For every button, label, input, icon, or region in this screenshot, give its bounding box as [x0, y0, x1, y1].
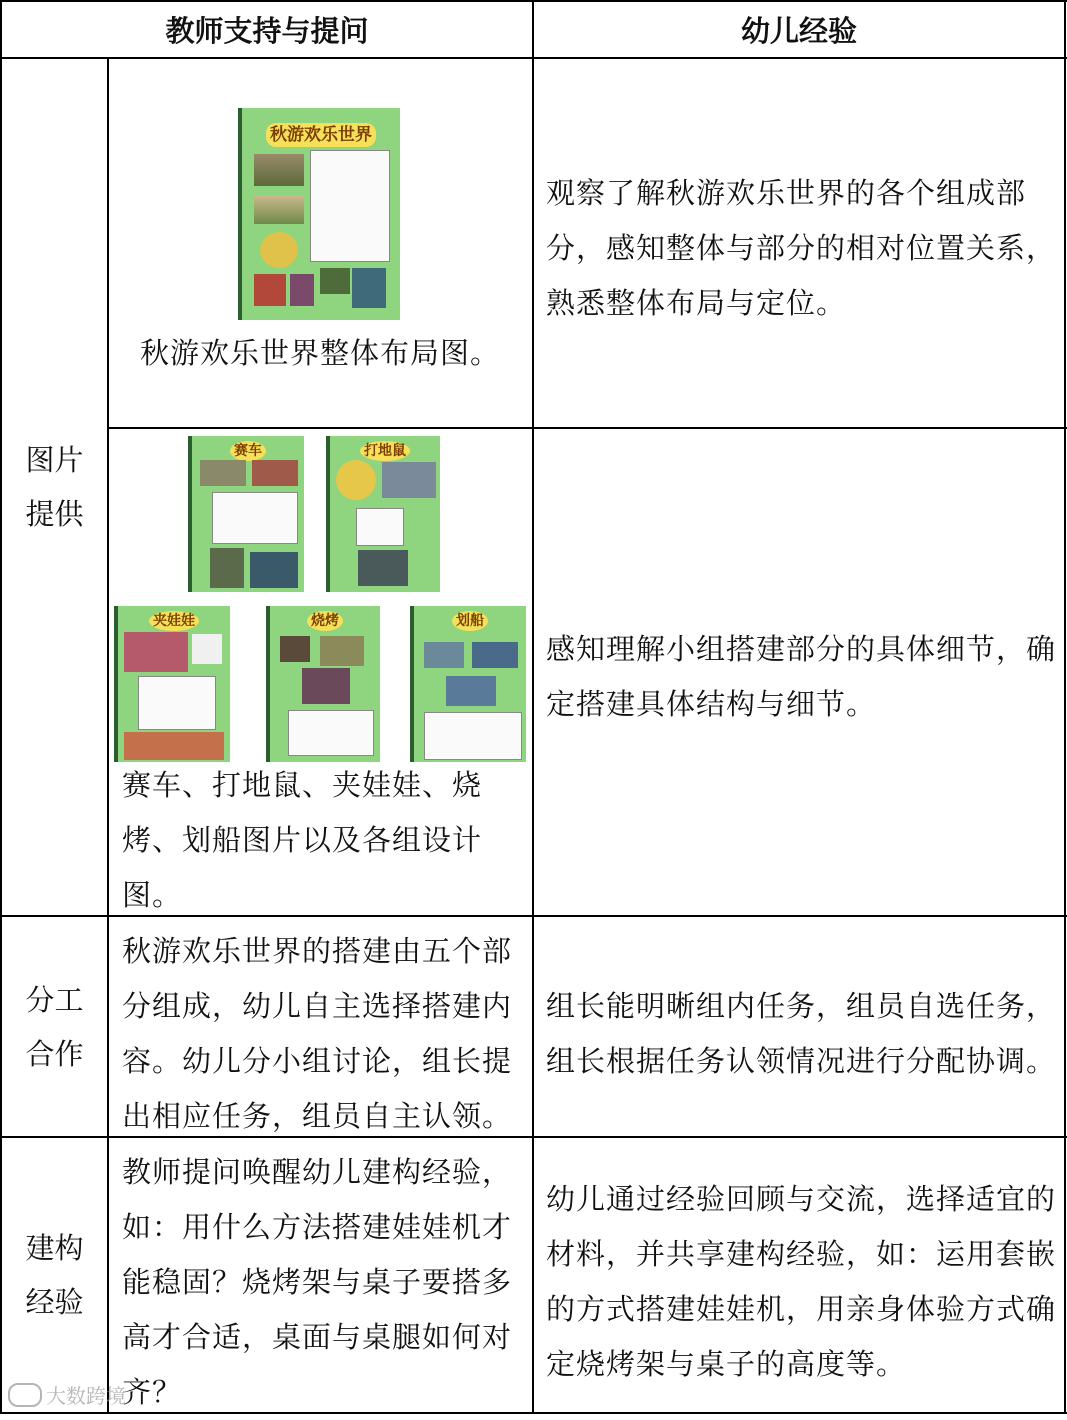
layout-sketch — [310, 150, 390, 262]
construction-experience-text: 幼儿通过经验回顾与交流，选择适宜的材料，并共享建构经验，如：运用套嵌的方式搭建娃娃机，用亲身体验方式确定烧烤架与桌子的高度等。 — [546, 1182, 1057, 1381]
row-label-construction-experience: 建构 经验 — [25, 1231, 84, 1319]
board-title: 秋游欢乐世界 — [242, 120, 400, 145]
design-sketch — [424, 712, 522, 760]
division-support-text: 秋游欢乐世界的搭建由五个部分组成，幼儿自主选择搭建内容。幼儿分小组讨论，组长提出相应任务，组员自主认领。 — [122, 934, 513, 1133]
photo-thumbnail — [192, 634, 222, 664]
construction-support-text: 教师提问唤醒幼儿建构经验，如：用什么方法搭建娃娃机才能稳固？烧烤架与桌子要搭多高才合适，桌面与桌腿如何对齐？ — [122, 1155, 513, 1409]
photo-thumbnail — [336, 460, 376, 500]
design-sketch — [356, 508, 404, 546]
photo-thumbnail — [254, 154, 304, 186]
division-experience-text: 组长能明晰组内任务，组员自选任务，组长根据任务认领情况进行分配协调。 — [546, 989, 1057, 1078]
whack-a-mole-board-image — [326, 436, 440, 592]
watermark-logo-icon — [8, 1383, 42, 1407]
label-column-divider — [107, 57, 109, 1414]
photo-thumbnail — [260, 232, 298, 268]
board-title: 划船 — [414, 610, 526, 630]
photo-thumbnail — [124, 632, 188, 672]
photo-thumbnail — [250, 552, 298, 588]
group-boards-experience-text: 感知理解小组搭建部分的具体细节，确定搭建具体结构与细节。 — [546, 632, 1057, 721]
photo-thumbnail — [446, 676, 496, 706]
photo-thumbnail — [358, 550, 408, 586]
row-label-picture-provision: 图片 提供 — [25, 443, 84, 531]
photo-thumbnail — [424, 642, 464, 668]
photo-thumbnail — [210, 548, 244, 588]
board-title: 赛车 — [192, 440, 304, 460]
header-child-experience: 幼儿经验 — [740, 14, 857, 48]
board-title: 夹娃娃 — [118, 610, 230, 630]
photo-thumbnail — [382, 462, 436, 498]
design-sketch — [288, 710, 374, 756]
claw-machine-board-image — [114, 606, 230, 762]
row-label-division-of-labor: 分工 合作 — [25, 982, 84, 1071]
layout-experience-text: 观察了解秋游欢乐世界的各个组成部分，感知整体与部分的相对位置关系，熟悉整体布局与定位。 — [546, 176, 1057, 320]
photo-thumbnail — [280, 636, 310, 662]
barbecue-board-image — [266, 606, 380, 762]
layout-caption: 秋游欢乐世界整体布局图。 — [140, 336, 501, 370]
group-boards-caption: 赛车、打地鼠、夹娃娃、烧烤、划船图片以及各组设计图。 — [122, 768, 483, 912]
photo-thumbnail — [320, 636, 364, 666]
header-teacher-support: 教师支持与提问 — [165, 14, 369, 48]
middle-column-divider — [532, 0, 534, 1414]
photo-thumbnail — [254, 196, 304, 224]
photo-thumbnail — [124, 732, 224, 760]
photo-thumbnail — [302, 668, 350, 704]
board-title: 烧烤 — [270, 610, 380, 630]
design-sketch — [212, 492, 298, 544]
design-sketch — [138, 676, 216, 730]
photo-thumbnail — [352, 268, 386, 308]
photo-thumbnail — [254, 274, 286, 306]
table-border-right — [1064, 0, 1066, 1414]
watermark-text: 大数跨境 — [46, 1384, 126, 1408]
photo-thumbnail — [200, 460, 246, 486]
race-car-board-image — [188, 436, 304, 592]
board-title: 打地鼠 — [330, 440, 440, 460]
photo-thumbnail — [472, 642, 518, 668]
row1-sub-divider — [107, 427, 1067, 429]
photo-thumbnail — [290, 274, 314, 306]
watermark — [8, 1380, 126, 1409]
photo-thumbnail — [252, 460, 298, 486]
photo-thumbnail — [320, 268, 350, 294]
boating-board-image — [410, 606, 526, 762]
overall-layout-board-image — [238, 108, 400, 320]
